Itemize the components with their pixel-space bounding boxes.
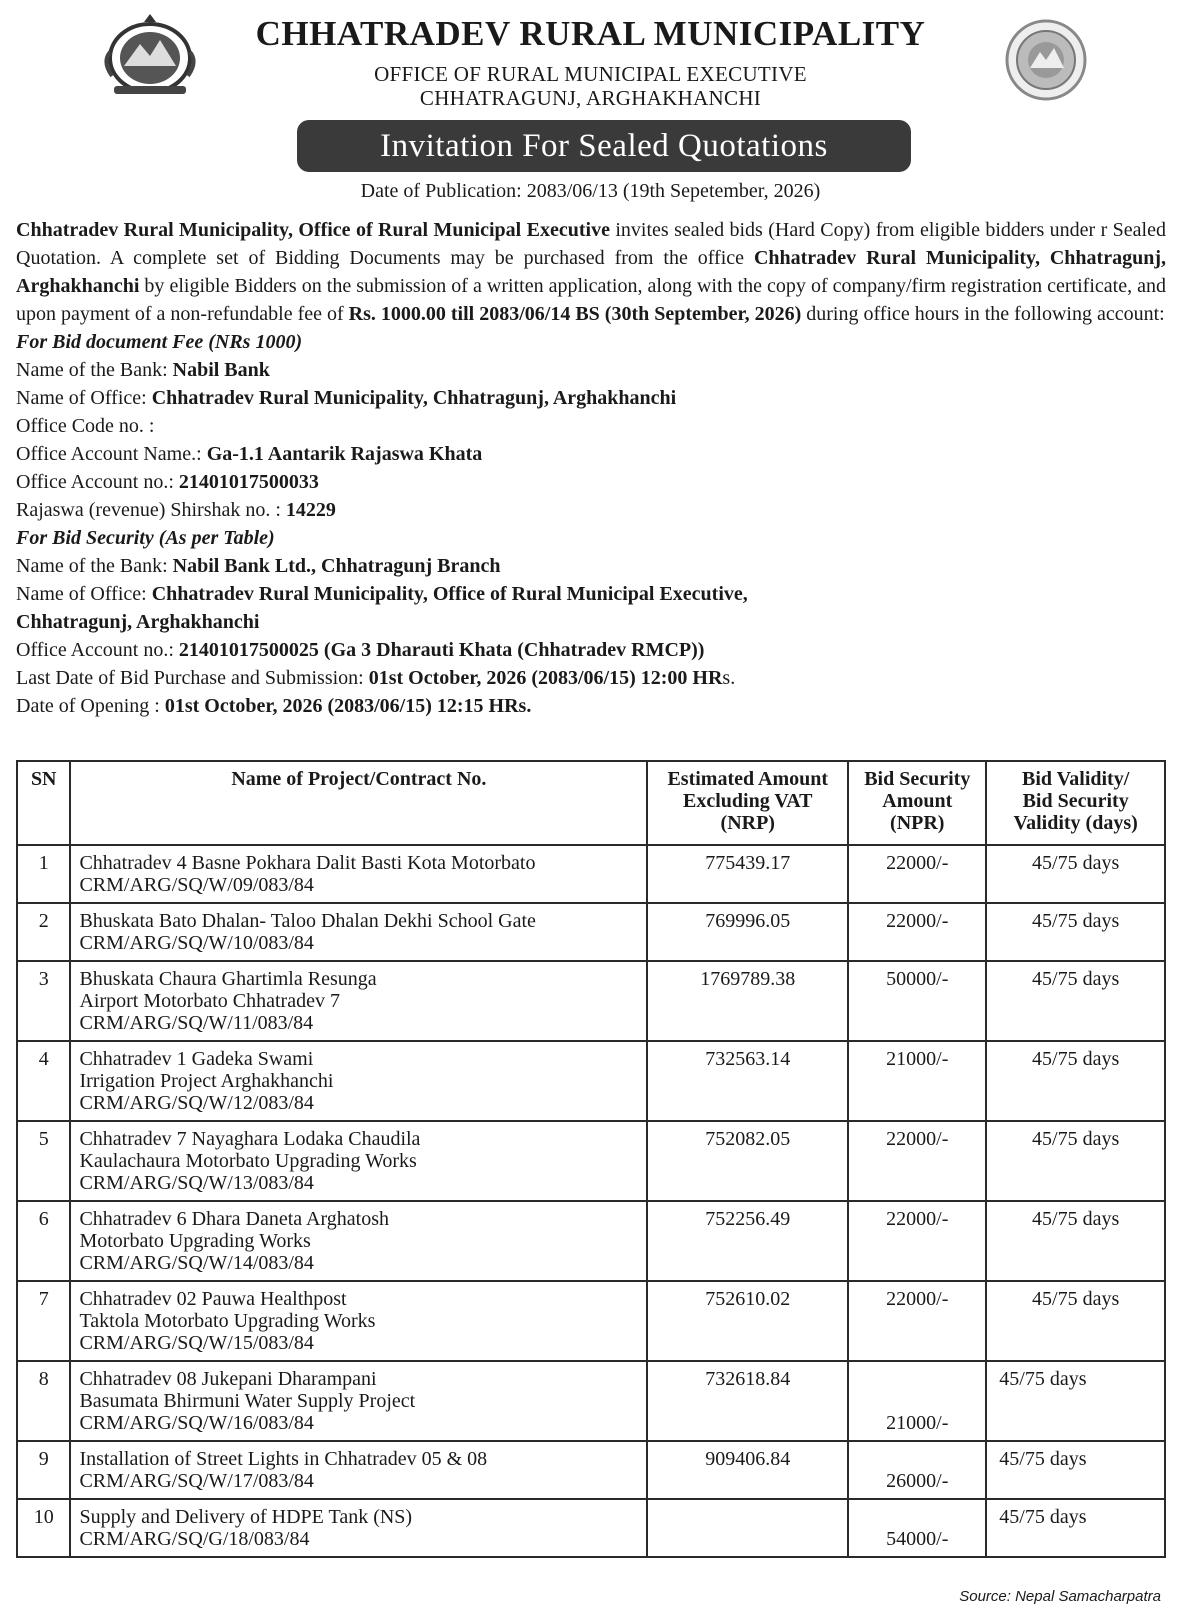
row-bid-security: 26000/- <box>848 1441 986 1499</box>
contract-number: CRM/ARG/SQ/W/11/083/84 <box>79 1012 314 1034</box>
row-project-name <box>70 845 647 903</box>
project-name-line: Chhatradev 02 Pauwa Healthpost <box>79 1288 347 1310</box>
row-estimated-amount: 752082.05 <box>647 1121 848 1201</box>
row-project-name <box>70 1499 647 1557</box>
row-estimated-amount: 775439.17 <box>647 845 848 903</box>
source-note: Source: Nepal Samacharpatra <box>959 1588 1161 1605</box>
last-date: Last Date of Bid Purchase and Submission: 01st October, 2026 (2083/06/15) 12:00 HRs. <box>16 667 736 689</box>
row-validity: 45/75 days <box>986 1041 1165 1121</box>
table-row <box>17 903 1165 961</box>
notice-body <box>16 216 1166 720</box>
row-sn: 10 <box>17 1499 70 1557</box>
project-name-line: Kaulachaura Motorbato Upgrading Works <box>79 1150 417 1172</box>
security-bank: Name of the Bank: Nabil Bank Ltd., Chhatragunj Branch <box>16 555 501 577</box>
project-name-line: Installation of Street Lights in Chhatradev 05 & 08 <box>79 1448 488 1470</box>
contract-number: CRM/ARG/SQ/W/13/083/84 <box>79 1172 314 1194</box>
header-validity: Bid Validity/ Bid Security Validity (days) <box>986 761 1165 845</box>
fee-account-name: Office Account Name.: Ga-1.1 Aantarik Rajaswa Khata <box>16 443 483 465</box>
fee-revenue: Rajaswa (revenue) Shirshak no. : 14229 <box>16 499 336 521</box>
row-estimated-amount: 1769789.38 <box>647 961 848 1041</box>
row-sn: 5 <box>17 1121 70 1201</box>
security-office: Name of Office: Chhatradev Rural Municipality, Office of Rural Municipal Executive, <box>16 583 748 605</box>
project-name-line: Chhatradev 7 Nayaghara Lodaka Chaudila <box>79 1128 421 1150</box>
row-estimated-amount: 732618.84 <box>647 1361 848 1441</box>
row-bid-security: 54000/- <box>848 1499 986 1557</box>
row-project-name <box>70 1361 647 1441</box>
intro-paragraph: Chhatradev Rural Municipality, Office of Rural Municipal Executive invites sealed bids (Hard Copy) from eligible bidders under r Sealed Quotation. A complete set of Bidding Documents may be purchased from the office Chhatradev Rural Municipality, Chhatragunj, Arghakhanchi by eligible Bidders on the submission of a written application, along with the copy of company/firm registration certificate, and upon payment of a non-refundable fee of Rs. 1000.00 till 2083/06/14 BS (30th September, 2026) during office hours in the following account: <box>16 219 1166 325</box>
contract-number: CRM/ARG/SQ/W/09/083/84 <box>79 874 314 896</box>
row-estimated-amount: 909406.84 <box>647 1441 848 1499</box>
row-bid-security: 21000/- <box>848 1041 986 1121</box>
row-sn: 2 <box>17 903 70 961</box>
fee-account-no: Office Account no.: 21401017500033 <box>16 471 319 493</box>
org-location: CHHATRAGUNJ, ARGHAKHANCHI <box>419 86 762 110</box>
project-name-line: Taktola Motorbato Upgrading Works <box>79 1310 376 1332</box>
header-security: Bid Security Amount (NPR) <box>848 761 986 845</box>
fee-office-code: Office Code no. : <box>16 415 155 437</box>
table-header-row <box>17 761 1165 845</box>
project-name-line: Chhatradev 08 Jukepani Dharampani <box>79 1368 377 1390</box>
row-bid-security: 21000/- <box>848 1361 986 1441</box>
row-bid-security: 22000/- <box>848 1281 986 1361</box>
security-office-cont: Chhatragunj, Arghakhanchi <box>16 611 260 633</box>
row-validity: 45/75 days <box>986 1361 1165 1441</box>
contract-number: CRM/ARG/SQ/W/10/083/84 <box>79 932 314 954</box>
project-name-line: Bhuskata Chaura Ghartimla Resunga <box>79 968 377 990</box>
fee-heading: For Bid document Fee (NRs 1000) <box>16 331 303 353</box>
row-project-name <box>70 1041 647 1121</box>
project-name-line: Chhatradev 4 Basne Pokhara Dalit Basti Kota Motorbato <box>79 852 536 874</box>
row-bid-security: 50000/- <box>848 961 986 1041</box>
contract-number: CRM/ARG/SQ/G/18/083/84 <box>79 1528 310 1550</box>
header-name: Name of Project/Contract No. <box>70 761 647 845</box>
fee-office: Name of Office: Chhatradev Rural Municipality, Chhatragunj, Arghakhanchi <box>16 387 677 409</box>
row-project-name <box>70 1201 647 1281</box>
row-project-name <box>70 1441 647 1499</box>
row-sn: 1 <box>17 845 70 903</box>
security-account-no: Office Account no.: 21401017500025 (Ga 3 Dharauti Khata (Chhatradev RMCP)) <box>16 639 705 661</box>
org-name: CHHATRADEV RURAL MUNICIPALITY <box>255 14 926 53</box>
table-row <box>17 1441 1165 1499</box>
row-bid-security: 22000/- <box>848 845 986 903</box>
row-validity: 45/75 days <box>986 961 1165 1041</box>
row-sn: 7 <box>17 1281 70 1361</box>
row-validity: 45/75 days <box>986 1441 1165 1499</box>
row-sn: 8 <box>17 1361 70 1441</box>
row-project-name <box>70 1121 647 1201</box>
row-sn: 3 <box>17 961 70 1041</box>
table-row <box>17 1361 1165 1441</box>
row-validity: 45/75 days <box>986 1121 1165 1201</box>
project-name-line: Chhatradev 1 Gadeka Swami <box>79 1048 314 1070</box>
contract-number: CRM/ARG/SQ/W/14/083/84 <box>79 1252 314 1274</box>
table-row <box>17 961 1165 1041</box>
row-estimated-amount: 732563.14 <box>647 1041 848 1121</box>
row-validity: 45/75 days <box>986 1201 1165 1281</box>
row-project-name <box>70 903 647 961</box>
projects-table-body <box>17 845 1165 1557</box>
project-name-line: Chhatradev 6 Dhara Daneta Arghatosh <box>79 1208 389 1230</box>
projects-table <box>16 760 1166 1558</box>
row-sn: 6 <box>17 1201 70 1281</box>
project-name-line: Bhuskata Bato Dhalan- Taloo Dhalan Dekhi School Gate <box>79 910 536 932</box>
row-bid-security: 22000/- <box>848 1201 986 1281</box>
notice-title: Invitation For Sealed Quotations <box>297 120 911 172</box>
project-name-line: Motorbato Upgrading Works <box>79 1230 311 1252</box>
contract-number: CRM/ARG/SQ/W/15/083/84 <box>79 1332 314 1354</box>
header-sn: SN <box>17 761 70 845</box>
table-row <box>17 1041 1165 1121</box>
header-amount: Estimated Amount Excluding VAT (NRP) <box>647 761 848 845</box>
row-estimated-amount: 752610.02 <box>647 1281 848 1361</box>
project-name-line: Irrigation Project Arghakhanchi <box>79 1070 334 1092</box>
row-estimated-amount: 752256.49 <box>647 1201 848 1281</box>
project-name-line: Basumata Bhirmuni Water Supply Project <box>79 1390 416 1412</box>
contract-number: CRM/ARG/SQ/W/12/083/84 <box>79 1092 314 1114</box>
project-name-line: Supply and Delivery of HDPE Tank (NS) <box>79 1506 413 1528</box>
project-name-line: Airport Motorbato Chhatradev 7 <box>79 990 340 1012</box>
row-project-name <box>70 1281 647 1361</box>
table-row <box>17 1499 1165 1557</box>
table-row <box>17 1281 1165 1361</box>
table-row <box>17 1121 1165 1201</box>
row-bid-security: 22000/- <box>848 903 986 961</box>
contract-number: CRM/ARG/SQ/W/17/083/84 <box>79 1470 314 1492</box>
table-row <box>17 845 1165 903</box>
row-bid-security: 22000/- <box>848 1121 986 1201</box>
org-office: OFFICE OF RURAL MUNICIPAL EXECUTIVE <box>374 62 807 86</box>
opening-date: Date of Opening : 01st October, 2026 (2083/06/15) 12:15 HRs. <box>16 695 532 717</box>
row-validity: 45/75 days <box>986 845 1165 903</box>
row-estimated-amount: 769996.05 <box>647 903 848 961</box>
row-sn: 9 <box>17 1441 70 1499</box>
row-validity: 45/75 days <box>986 1281 1165 1361</box>
row-estimated-amount <box>647 1499 848 1557</box>
fee-bank: Name of the Bank: Nabil Bank <box>16 359 270 381</box>
table-row <box>17 1201 1165 1281</box>
contract-number: CRM/ARG/SQ/W/16/083/84 <box>79 1412 314 1434</box>
publication-date: Date of Publication: 2083/06/13 (19th Sepetember, 2026) <box>360 180 821 202</box>
row-project-name <box>70 961 647 1041</box>
security-heading: For Bid Security (As per Table) <box>16 527 275 549</box>
row-validity: 45/75 days <box>986 903 1165 961</box>
row-validity: 45/75 days <box>986 1499 1165 1557</box>
row-sn: 4 <box>17 1041 70 1121</box>
